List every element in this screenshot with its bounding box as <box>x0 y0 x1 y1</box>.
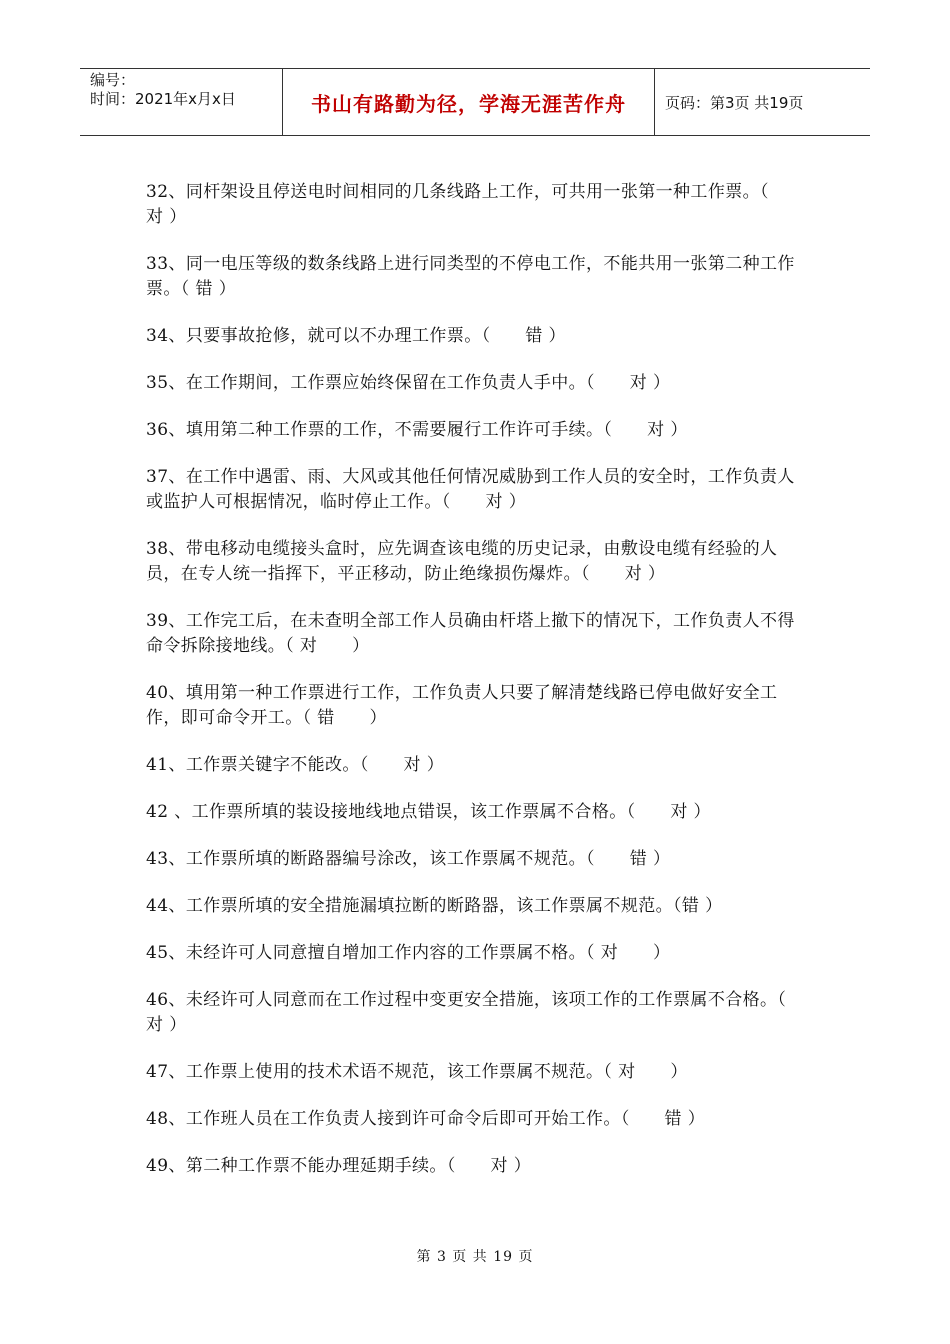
question-list <box>146 180 822 1201</box>
question-item: 40、填用第一种工作票进行工作，工作负责人只要了解清楚线路已停电做好安全工作，即可命令开工。（ 错 ） <box>146 683 778 728</box>
question-item: 37、在工作中遇雷、雨、大风或其他任何情况威胁到工作人员的安全时，工作负责人或监护人可根据情况，临时停止工作。（ 对 ） <box>146 467 795 512</box>
page-header <box>80 68 870 136</box>
question-item: 42 、工作票所填的装设接地线地点错误，该工作票属不合格。（ 对 ） <box>146 802 711 822</box>
question-item: 36、填用第二种工作票的工作，不需要履行工作许可手续。（ 对 ） <box>146 420 688 440</box>
question-item: 33、同一电压等级的数条线路上进行同类型的不停电工作，不能共用一张第二种工作票。（ 错 ） <box>146 254 795 299</box>
question-item: 38、带电移动电缆接头盒时，应先调查该电缆的历史记录，由敷设电缆有经验的人员，在专人统一指挥下，平正移动，防止绝缘损伤爆炸。（ 对 ） <box>146 539 778 584</box>
page-info: 页码：第3页 共19页 <box>665 93 804 112</box>
question-item: 48、工作班人员在工作负责人接到许可命令后即可开始工作。（ 错 ） <box>146 1109 706 1129</box>
page-footer: 第 3 页 共 19 页 <box>416 1249 534 1265</box>
question-item: 45、未经许可人同意擅自增加工作内容的工作票属不格。（ 对 ） <box>146 943 671 963</box>
question-item: 49、第二种工作票不能办理延期手续。（ 对 ） <box>146 1156 532 1176</box>
question-item: 39、工作完工后，在未查明全部工作人员确由杆塔上撤下的情况下，工作负责人不得命令拆除接地线。（ 对 ） <box>146 611 795 656</box>
motto: 书山有路勤为径，学海无涯苦作舟 <box>282 69 655 135</box>
time-label: 时间：2021年x月x日 <box>90 90 236 108</box>
question-item: 44、工作票所填的安全措施漏填拉断的断路器，该工作票属不规范。（错 ） <box>146 896 723 916</box>
question-item: 46、未经许可人同意而在工作过程中变更安全措施，该项工作的工作票属不合格。（ 对 ） <box>146 990 822 1035</box>
question-item: 47、工作票上使用的技术术语不规范，该工作票属不规范。（ 对 ） <box>146 1062 688 1082</box>
question-item: 32、同杆架设且停送电时间相同的几条线路上工作，可共用一张第一种工作票。（ 对 ） <box>146 182 804 227</box>
header-meta <box>80 69 282 135</box>
question-item: 41、工作票关键字不能改。（ 对 ） <box>146 755 445 775</box>
question-item: 34、只要事故抢修，就可以不办理工作票。（ 错 ） <box>146 326 566 346</box>
number-label: 编号： <box>90 71 136 89</box>
question-item: 35、在工作期间，工作票应始终保留在工作负责人手中。（ 对 ） <box>146 373 671 393</box>
question-item: 43、工作票所填的断路器编号涂改，该工作票属不规范。（ 错 ） <box>146 849 671 869</box>
